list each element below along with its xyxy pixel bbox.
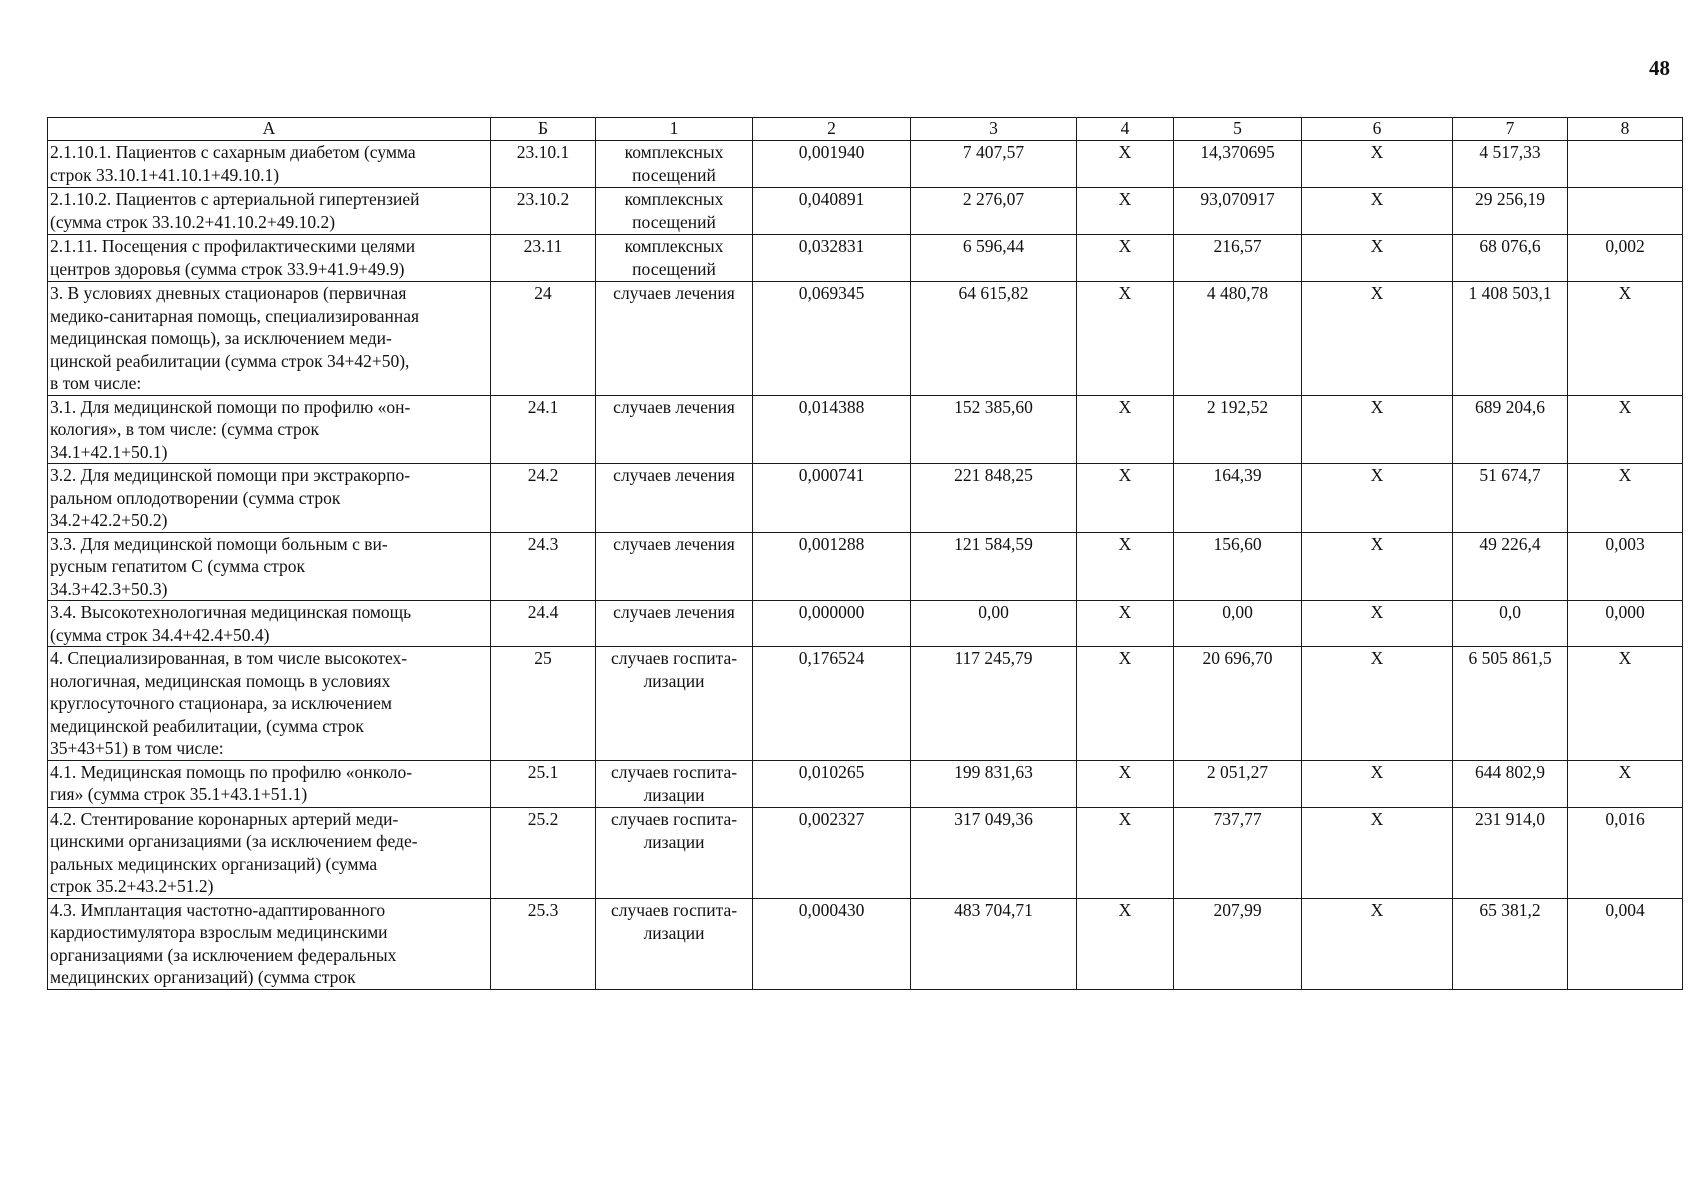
description-line: 4.1. Медицинская помощь по профилю «онколо- — [50, 761, 413, 782]
description-line: медицинских организаций) (сумма строк — [50, 967, 356, 987]
cell-col-4: X — [1077, 464, 1174, 533]
header-cell: 2 — [753, 118, 911, 141]
cell-col-2: 0,040891 — [753, 188, 911, 235]
description-line: 35+43+51) в том числе: — [50, 738, 224, 758]
cell-col-6: X — [1302, 898, 1453, 989]
description-line: кардиостимулятора взрослым медицинскими — [50, 922, 388, 942]
cell-col-5: 20 696,70 — [1174, 647, 1302, 761]
cell-row-code: 25.1 — [491, 760, 596, 807]
cell-unit — [596, 760, 753, 807]
description-line: 34.3+42.3+50.3) — [50, 578, 168, 599]
cell-description — [48, 235, 491, 282]
description-line: кология», в том числе: (сумма строк — [50, 419, 319, 439]
description-line: 3.2. Для медицинской помощи при экстракорпо- — [50, 465, 411, 485]
cell-col-2: 0,000741 — [753, 464, 911, 533]
unit-line: лизации — [643, 784, 705, 805]
cell-unit — [596, 235, 753, 282]
cell-col-3: 64 615,82 — [911, 282, 1077, 396]
header-cell: 3 — [911, 118, 1077, 141]
cell-col-6: X — [1302, 188, 1453, 235]
cell-col-5: 2 051,27 — [1174, 760, 1302, 807]
description-line: 34.1+42.1+50.1) — [50, 441, 168, 462]
cell-col-7: 68 076,6 — [1453, 235, 1568, 282]
cell-col-8: X — [1568, 647, 1683, 761]
table-row — [48, 601, 1683, 647]
cell-col-4: X — [1077, 898, 1174, 989]
description-line: гия» (сумма строк 35.1+43.1+51.1) — [50, 784, 308, 804]
unit-line: случаев госпита- — [610, 761, 738, 782]
cell-col-4: X — [1077, 141, 1174, 188]
cell-col-8: 0,004 — [1568, 898, 1683, 989]
cell-row-code: 25.3 — [491, 898, 596, 989]
unit-line: комплексных — [624, 142, 724, 162]
unit-line: комплексных — [624, 189, 724, 209]
table-row — [48, 532, 1683, 601]
cell-col-2: 0,002327 — [753, 807, 911, 898]
cell-col-5: 737,77 — [1174, 807, 1302, 898]
cell-col-2: 0,010265 — [753, 760, 911, 807]
description-line: 2.1.10.1. Пациентов с сахарным диабетом (сумма — [50, 142, 416, 162]
unit-line: случаев лечения — [613, 396, 735, 417]
cell-col-4: X — [1077, 601, 1174, 647]
table-row — [48, 188, 1683, 235]
table-row — [48, 898, 1683, 989]
cell-col-3: 0,00 — [911, 601, 1077, 647]
cell-description — [48, 395, 491, 464]
cell-col-2: 0,032831 — [753, 235, 911, 282]
cell-row-code: 23.11 — [491, 235, 596, 282]
cell-unit — [596, 807, 753, 898]
cell-col-5: 164,39 — [1174, 464, 1302, 533]
cell-col-8: X — [1568, 282, 1683, 396]
unit-line: случаев госпита- — [610, 899, 738, 920]
cell-col-2: 0,176524 — [753, 647, 911, 761]
cell-col-6: X — [1302, 760, 1453, 807]
description-line: 34.2+42.2+50.2) — [50, 510, 168, 530]
description-line: 4.3. Имплантация частотно-адаптированного — [50, 899, 386, 920]
cell-col-8: X — [1568, 760, 1683, 807]
description-line: медико-санитарная помощь, специализированная — [50, 305, 420, 326]
header-cell: Б — [491, 118, 596, 141]
cell-col-2: 0,014388 — [753, 395, 911, 464]
description-line: цинской реабилитации (сумма строк 34+42+50), — [50, 350, 410, 371]
cell-description — [48, 532, 491, 601]
cell-col-5: 156,60 — [1174, 532, 1302, 601]
cell-description — [48, 601, 491, 647]
unit-line: случаев госпита- — [610, 808, 738, 829]
cell-col-5: 2 192,52 — [1174, 395, 1302, 464]
table-row — [48, 395, 1683, 464]
table-row — [48, 141, 1683, 188]
page-number: 48 — [1649, 56, 1670, 80]
cell-unit — [596, 532, 753, 601]
description-line: медицинской реабилитации, (сумма строк — [50, 715, 364, 736]
table-row — [48, 647, 1683, 761]
cell-unit — [596, 898, 753, 989]
cell-col-7: 689 204,6 — [1453, 395, 1568, 464]
cell-col-8: 0,002 — [1568, 235, 1683, 282]
cell-col-6: X — [1302, 532, 1453, 601]
cell-description — [48, 464, 491, 533]
table-row — [48, 464, 1683, 533]
cell-row-code: 25 — [491, 647, 596, 761]
cell-col-4: X — [1077, 395, 1174, 464]
cell-col-3: 7 407,57 — [911, 141, 1077, 188]
cell-col-5: 0,00 — [1174, 601, 1302, 647]
header-cell: 1 — [596, 118, 753, 141]
description-line: строк 35.2+43.2+51.2) — [50, 876, 214, 896]
unit-line: посещений — [632, 165, 716, 185]
cell-col-7: 1 408 503,1 — [1453, 282, 1568, 396]
cell-col-7: 65 381,2 — [1453, 898, 1568, 989]
description-line: ральных медицинских организаций) (сумма — [50, 853, 378, 874]
cell-col-2: 0,000000 — [753, 601, 911, 647]
cell-col-5: 93,070917 — [1174, 188, 1302, 235]
header-cell: 8 — [1568, 118, 1683, 141]
header-cell: 5 — [1174, 118, 1302, 141]
cell-description — [48, 282, 491, 396]
description-line: русным гепатитом С (сумма строк — [50, 556, 306, 576]
cell-col-6: X — [1302, 464, 1453, 533]
cell-unit — [596, 282, 753, 396]
cell-col-6: X — [1302, 141, 1453, 188]
cell-col-7: 29 256,19 — [1453, 188, 1568, 235]
cell-col-8: X — [1568, 464, 1683, 533]
cell-col-3: 6 596,44 — [911, 235, 1077, 282]
description-line: ральном оплодотворении (сумма строк — [50, 487, 341, 508]
cell-col-6: X — [1302, 601, 1453, 647]
description-line: 3.4. Высокотехнологичная медицинская помощь — [50, 602, 412, 622]
cell-col-4: X — [1077, 235, 1174, 282]
cell-col-3: 483 704,71 — [911, 898, 1077, 989]
cell-col-8: 0,003 — [1568, 532, 1683, 601]
cell-description — [48, 760, 491, 807]
cell-col-4: X — [1077, 188, 1174, 235]
cell-row-code: 24.1 — [491, 395, 596, 464]
cell-col-5: 216,57 — [1174, 235, 1302, 282]
cell-row-code: 25.2 — [491, 807, 596, 898]
cell-col-2: 0,069345 — [753, 282, 911, 396]
cell-col-6: X — [1302, 395, 1453, 464]
cell-row-code: 23.10.2 — [491, 188, 596, 235]
header-cell: 7 — [1453, 118, 1568, 141]
cell-col-2: 0,001940 — [753, 141, 911, 188]
table-row — [48, 807, 1683, 898]
cell-unit — [596, 395, 753, 464]
cell-col-7: 644 802,9 — [1453, 760, 1568, 807]
cell-col-3: 2 276,07 — [911, 188, 1077, 235]
cell-col-5: 14,370695 — [1174, 141, 1302, 188]
description-line: 3.3. Для медицинской помощи больным с ви- — [50, 533, 388, 554]
cell-row-code: 24.3 — [491, 532, 596, 601]
cell-col-4: X — [1077, 807, 1174, 898]
unit-line: лизации — [643, 671, 705, 691]
table-row — [48, 760, 1683, 807]
unit-line: посещений — [632, 259, 716, 279]
unit-line: случаев госпита- — [610, 648, 738, 668]
cell-unit — [596, 188, 753, 235]
cell-col-3: 221 848,25 — [911, 464, 1077, 533]
cell-col-6: X — [1302, 647, 1453, 761]
description-line: 4.2. Стентирование коронарных артерий меди- — [50, 808, 399, 829]
unit-line: посещений — [632, 212, 716, 232]
header-cell: 6 — [1302, 118, 1453, 141]
cell-unit — [596, 464, 753, 533]
cell-col-5: 207,99 — [1174, 898, 1302, 989]
description-line: 4. Специализированная, в том числе высокотех- — [50, 648, 408, 668]
cell-col-7: 4 517,33 — [1453, 141, 1568, 188]
cell-col-6: X — [1302, 235, 1453, 282]
unit-line: случаев лечения — [613, 533, 735, 554]
cell-col-4: X — [1077, 532, 1174, 601]
cell-col-2: 0,001288 — [753, 532, 911, 601]
cell-col-7: 231 914,0 — [1453, 807, 1568, 898]
table-header-row — [48, 118, 1683, 141]
cell-row-code: 23.10.1 — [491, 141, 596, 188]
cell-col-3: 121 584,59 — [911, 532, 1077, 601]
cell-col-3: 199 831,63 — [911, 760, 1077, 807]
description-line: в том числе: — [50, 373, 142, 393]
cell-description — [48, 647, 491, 761]
cell-row-code: 24.2 — [491, 464, 596, 533]
cell-description — [48, 188, 491, 235]
table-body — [48, 141, 1683, 990]
header-cell: А — [48, 118, 491, 141]
description-line: 3.1. Для медицинской помощи по профилю «он- — [50, 396, 411, 417]
cell-unit — [596, 141, 753, 188]
description-line: медицинская помощь), за исключением меди- — [50, 328, 392, 348]
cell-col-3: 317 049,36 — [911, 807, 1077, 898]
cell-unit — [596, 647, 753, 761]
cell-row-code: 24.4 — [491, 601, 596, 647]
description-line: 2.1.11. Посещения с профилактическими целями — [50, 236, 416, 256]
cell-col-3: 117 245,79 — [911, 647, 1077, 761]
cell-col-3: 152 385,60 — [911, 395, 1077, 464]
unit-line: случаев лечения — [613, 602, 735, 622]
cell-description — [48, 898, 491, 989]
description-line: (сумма строк 34.4+42.4+50.4) — [50, 624, 270, 645]
unit-line: лизации — [643, 922, 705, 943]
description-line: круглосуточного стационара, за исключением — [50, 693, 393, 713]
cell-col-7: 49 226,4 — [1453, 532, 1568, 601]
description-line: строк 33.10.1+41.10.1+49.10.1) — [50, 164, 280, 185]
unit-line: лизации — [643, 831, 705, 852]
cell-col-6: X — [1302, 282, 1453, 396]
cell-col-2: 0,000430 — [753, 898, 911, 989]
cell-description — [48, 807, 491, 898]
cell-col-7: 51 674,7 — [1453, 464, 1568, 533]
cell-col-7: 6 505 861,5 — [1453, 647, 1568, 761]
cell-description — [48, 141, 491, 188]
cell-row-code: 24 — [491, 282, 596, 396]
table-row — [48, 282, 1683, 396]
cell-col-8: 0,016 — [1568, 807, 1683, 898]
description-line: (сумма строк 33.10.2+41.10.2+49.10.2) — [50, 211, 336, 232]
cell-col-6: X — [1302, 807, 1453, 898]
cell-col-4: X — [1077, 282, 1174, 396]
cell-col-8 — [1568, 141, 1683, 188]
cell-col-8 — [1568, 188, 1683, 235]
unit-line: случаев лечения — [613, 283, 735, 303]
description-line: центров здоровья (сумма строк 33.9+41.9+49.9) — [50, 258, 405, 279]
description-line: нологичная, медицинская помощь в условиях — [50, 670, 391, 691]
unit-line: случаев лечения — [613, 465, 735, 485]
cell-col-7: 0,0 — [1453, 601, 1568, 647]
description-line: организациями (за исключением федеральных — [50, 944, 397, 965]
description-line: 2.1.10.2. Пациентов с артериальной гипертензией — [50, 189, 420, 209]
data-table — [47, 117, 1683, 990]
cell-unit — [596, 601, 753, 647]
table-row — [48, 235, 1683, 282]
description-line: 3. В условиях дневных стационаров (первичная — [50, 283, 407, 303]
header-cell: 4 — [1077, 118, 1174, 141]
cell-col-4: X — [1077, 647, 1174, 761]
cell-col-8: 0,000 — [1568, 601, 1683, 647]
cell-col-8: X — [1568, 395, 1683, 464]
cell-col-5: 4 480,78 — [1174, 282, 1302, 396]
cell-col-4: X — [1077, 760, 1174, 807]
unit-line: комплексных — [624, 236, 724, 256]
description-line: цинскими организациями (за исключением феде- — [50, 831, 418, 851]
